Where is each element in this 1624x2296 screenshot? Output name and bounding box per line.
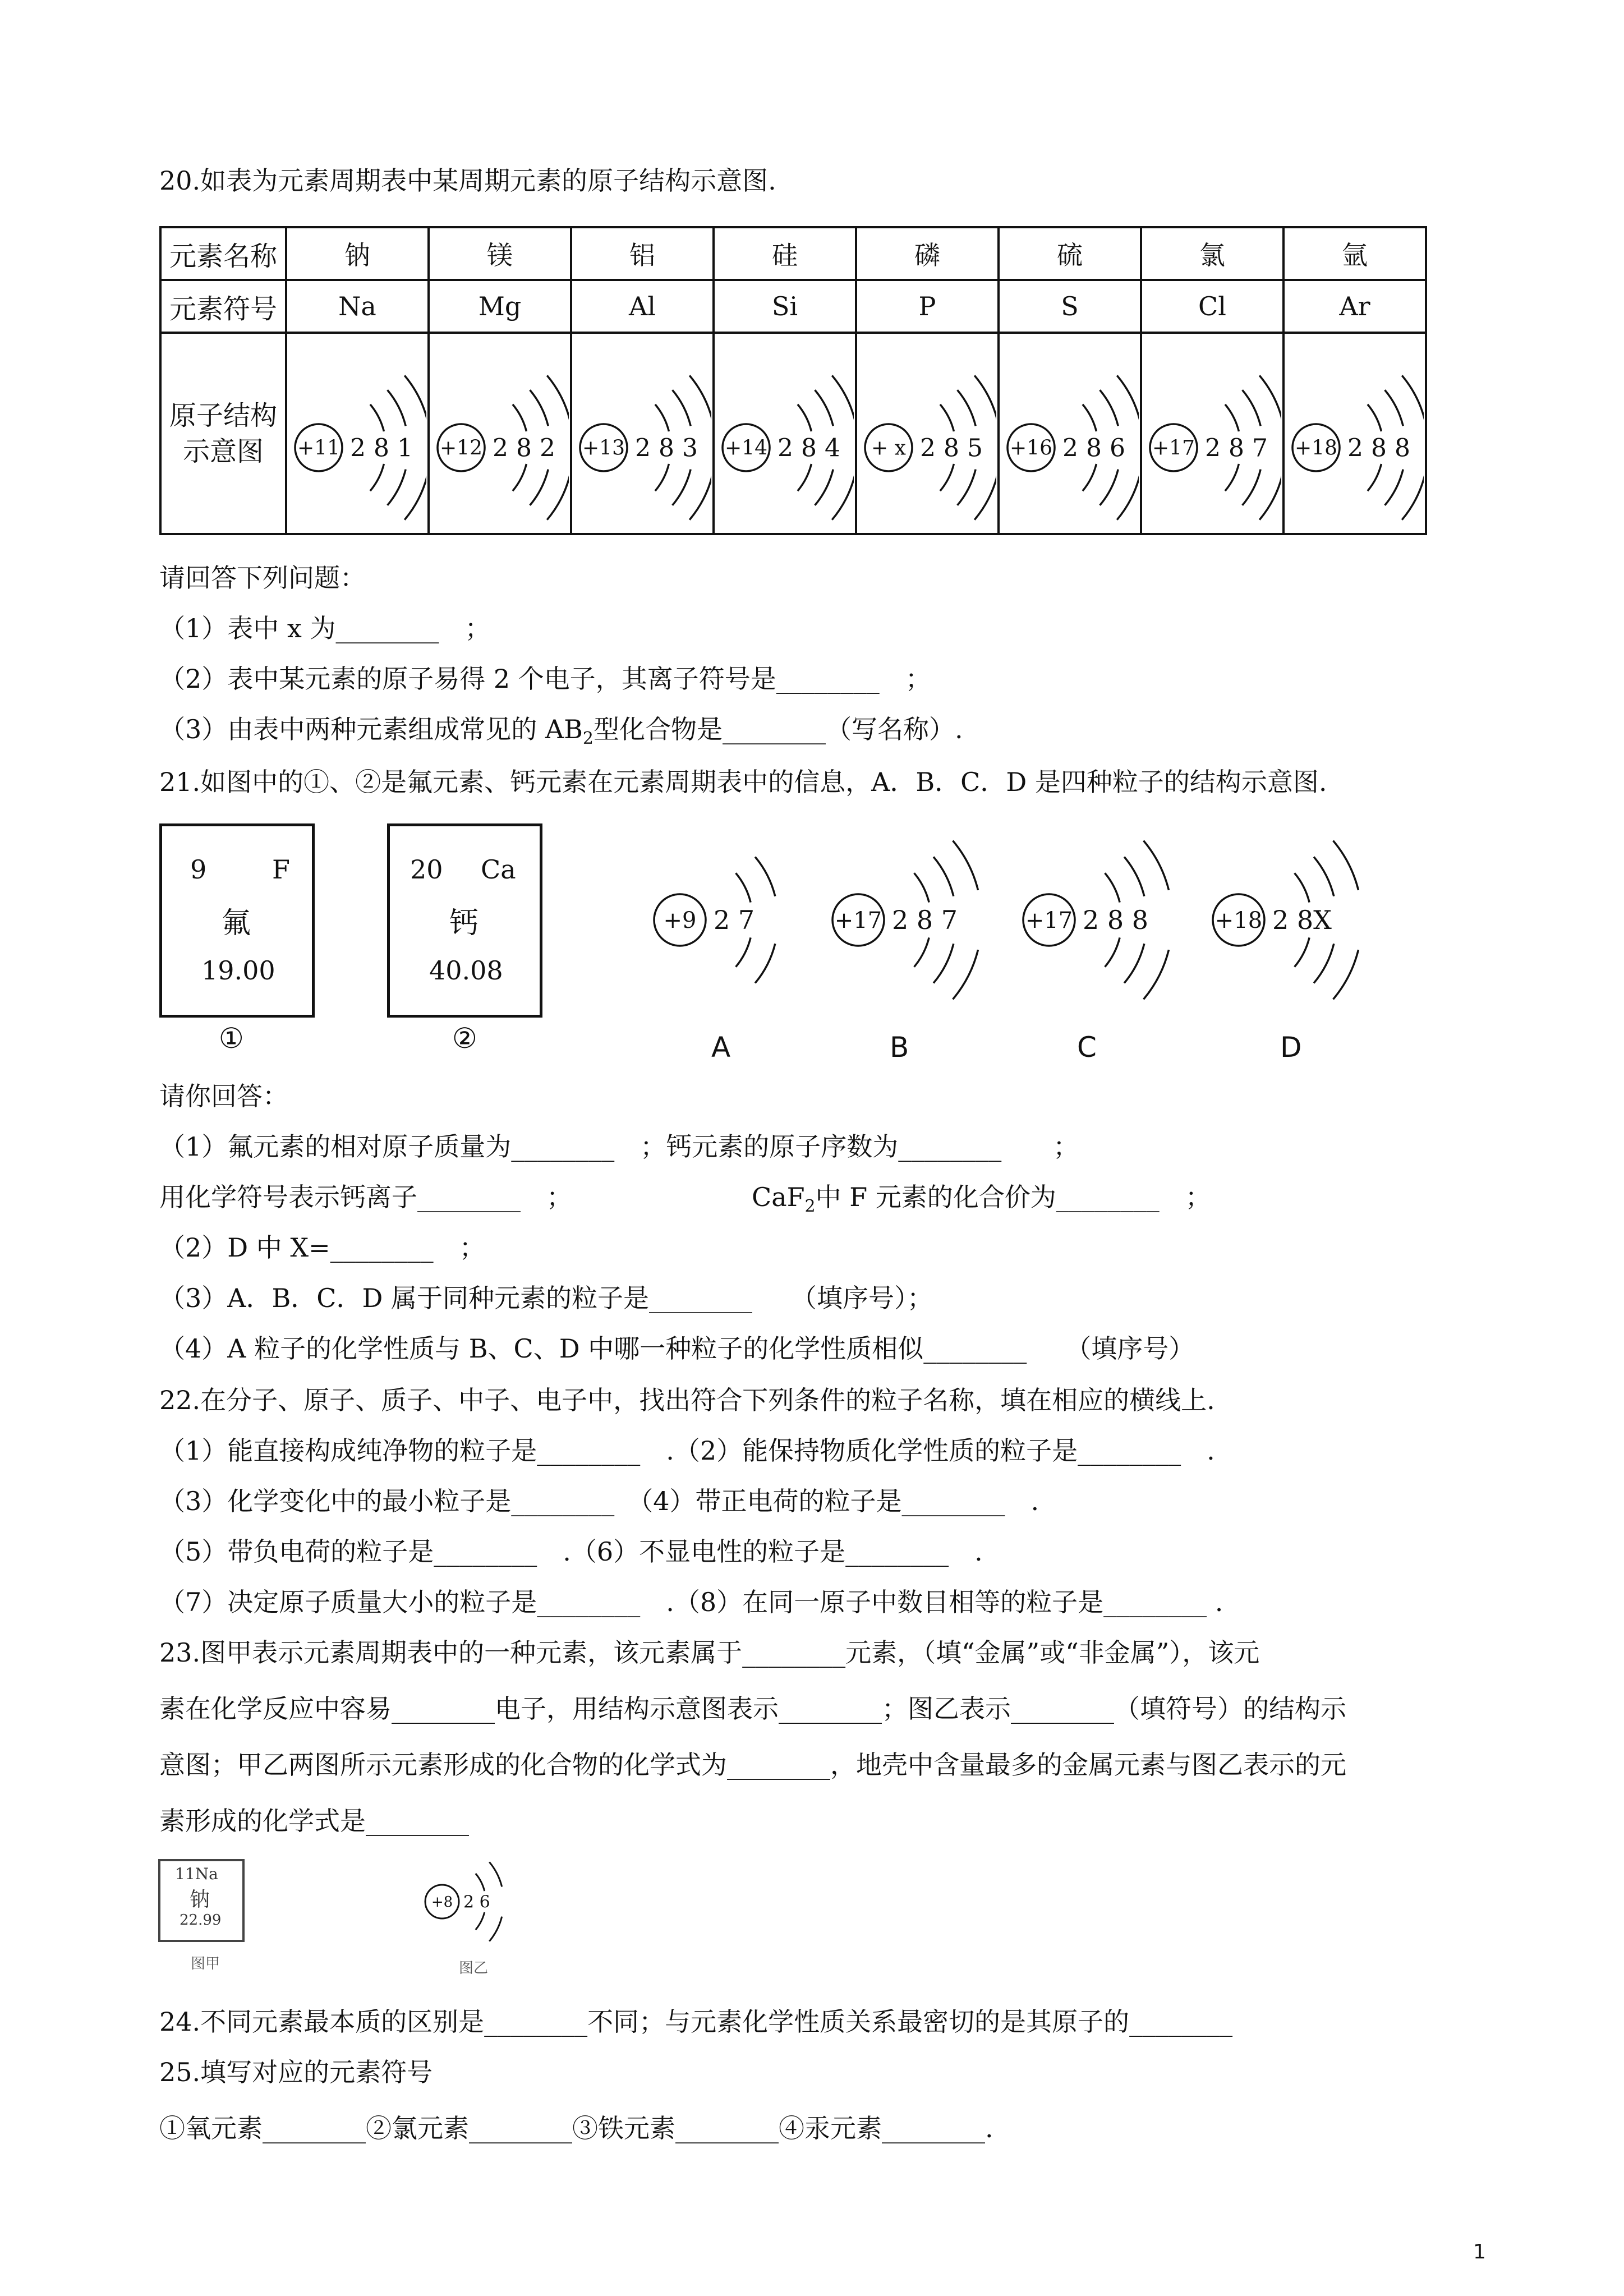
q21-line1: （1）氟元素的相对原子质量为________ ；钙元素的原子序数为________ ；: [159, 1131, 1079, 1162]
nucleus-charge: +18: [1295, 436, 1337, 460]
symbol-cell: S: [999, 280, 1141, 333]
electron-counts: 2 8 7: [1205, 433, 1268, 462]
name-cell: 硅: [714, 227, 856, 280]
shell-arc-upper: [530, 390, 549, 426]
nucleus-charge: +16: [1010, 436, 1052, 460]
shell-arc-upper: [547, 375, 569, 420]
card-atomic-mass: 22.99: [180, 1912, 222, 1929]
atom-structure-diagram: [858, 341, 996, 526]
element-symbol: F: [272, 854, 290, 885]
nucleus-charge: + x: [871, 436, 906, 460]
shell-arc-upper: [513, 404, 527, 431]
shell-arc-upper: [1314, 857, 1334, 896]
shell-arc-upper: [974, 375, 996, 420]
atomic-number: 9: [190, 854, 207, 885]
shell-arc-upper: [388, 390, 406, 426]
q20-sub3-pre: （3）由表中两种元素组成常见的 AB: [159, 714, 583, 744]
particle-label-b: B: [890, 1031, 909, 1064]
symbol-cell: Si: [714, 280, 856, 333]
shell-arc-lower: [1124, 944, 1144, 983]
atom-diagram-cell: [286, 333, 429, 534]
name-cell: 氯: [1141, 227, 1283, 280]
q20-sub3: [159, 712, 963, 756]
shell-arc-lower: [1314, 944, 1334, 983]
atom-diagram-cell: [856, 333, 999, 534]
atom-diagram-cell: [999, 333, 1141, 534]
shell-arc-upper: [1100, 390, 1119, 426]
atomic-number: 20: [410, 854, 443, 885]
q22-line1: （1）能直接构成纯净物的粒子是________ .（2）能保持物质化学性质的粒子是________ .: [159, 1435, 1215, 1466]
subscript-2: 2: [804, 1197, 816, 1217]
particle-label-a: A: [711, 1031, 731, 1064]
shell-arc-lower: [958, 469, 976, 505]
shell-arc-lower: [974, 475, 996, 519]
atom-diagram-cell: [714, 333, 856, 534]
atom-diagram-cell: [571, 333, 714, 534]
shell-arc-lower: [940, 464, 954, 491]
shell-arc-lower: [832, 475, 854, 519]
shell-arc-lower: [530, 469, 549, 505]
q22-title: 22.在分子、原子、质子、中子、电子中，找出符合下列条件的粒子名称，填在相应的横线上.: [159, 1385, 1215, 1415]
name-cell: 硫: [999, 227, 1141, 280]
q23-line1: 23.图甲表示元素周期表中的一种元素，该元素属于________元素，（填“金属”或“非金属”），该元: [159, 1637, 1260, 1668]
electron-counts: 2 8 4: [778, 433, 840, 462]
atom-diagram-cell: [1141, 333, 1283, 534]
shell-arc-lower: [755, 944, 775, 983]
row-header-diagram: 原子结构 示意图: [160, 333, 286, 534]
shell-arc-upper: [1402, 375, 1424, 420]
shell-arc-upper: [736, 873, 751, 902]
q20-sub2: （2）表中某元素的原子易得 2 个电子，其离子符号是________ ；: [159, 664, 931, 694]
card-element-name: 钠: [190, 1888, 210, 1911]
shell-arc-upper: [953, 841, 978, 890]
q25-line1: ①氧元素________②氯元素________③铁元素________④汞元素________.: [159, 2113, 993, 2143]
card-label-2: ②: [452, 1022, 477, 1055]
figure-label-yi: 图乙: [459, 1960, 489, 1977]
symbol-cell: Na: [286, 280, 429, 333]
shell-arc-upper: [404, 375, 426, 420]
electron-counts: 2 8 8: [1347, 433, 1410, 462]
shell-arc-lower: [1225, 464, 1239, 491]
shell-arc-upper: [958, 390, 976, 426]
shell-arc-upper: [1225, 404, 1239, 431]
shell-arc-lower: [476, 1912, 485, 1930]
shell-arc-lower: [1259, 475, 1281, 519]
symbol-cell: Al: [571, 280, 714, 333]
shell-arc-lower: [1144, 950, 1169, 999]
sodium-card: [158, 1859, 245, 1942]
shell-arc-upper: [476, 1874, 485, 1891]
shell-arc-upper: [1243, 390, 1261, 426]
shell-arc-upper: [815, 390, 834, 426]
shell-arc-lower: [1083, 464, 1097, 491]
shell-arc-upper: [655, 404, 669, 431]
shell-arc-lower: [933, 944, 954, 983]
shell-arc-upper: [1259, 375, 1281, 420]
shell-arc-upper: [1385, 390, 1404, 426]
row-header-name: 元素名称: [160, 227, 286, 280]
subscript-2: 2: [582, 729, 594, 749]
q21-line2b-post: 中 F 元素的化合价为________ ；: [815, 1182, 1211, 1212]
shell-arc-lower: [547, 475, 569, 519]
shell-arc-lower: [1117, 475, 1139, 519]
shell-arc-upper: [755, 857, 775, 896]
shell-arc-lower: [815, 469, 834, 505]
shell-arc-lower: [370, 464, 384, 491]
shell-arc-upper: [1368, 404, 1382, 431]
shell-arc-lower: [655, 464, 669, 491]
q20-sub1: （1）表中 x 为________ ；: [159, 613, 491, 643]
q21-line2a: 用化学符号表示钙离子________ ；: [159, 1182, 572, 1212]
atom-structure-diagram: [716, 341, 854, 526]
atomic-mass: 40.08: [429, 955, 503, 986]
q23-line2: 素在化学反应中容易________电子，用结构示意图表示________；图乙表示________（填符号）的结构示: [159, 1694, 1346, 1724]
q21-line2b: [752, 1180, 1211, 1223]
shell-arc-lower: [798, 464, 812, 491]
shell-arc-lower: [1243, 469, 1261, 505]
atom-structure-diagram: [1143, 341, 1281, 526]
name-cell: 磷: [856, 227, 999, 280]
nucleus-charge: +18: [1214, 908, 1263, 933]
symbol-cell: P: [856, 280, 999, 333]
nucleus-charge: +11: [297, 436, 340, 460]
q21-line5: （4）A 粒子的化学性质与 B、C、D 中哪一种粒子的化学性质相似________ （填序号）: [159, 1333, 1195, 1364]
nucleus-charge: +9: [663, 908, 697, 933]
atom-structure-diagram: [288, 341, 426, 526]
nucleus-charge: +14: [725, 436, 767, 460]
nucleus-charge: +12: [440, 436, 482, 460]
shell-arc-lower: [513, 464, 527, 491]
atom-structure-diagram: [573, 341, 711, 526]
shell-arc-lower: [673, 469, 691, 505]
shell-arc-lower: [1402, 475, 1424, 519]
atomic-mass: 19.00: [201, 955, 275, 986]
shell-arc-lower: [388, 469, 406, 505]
shell-arc-lower: [736, 937, 751, 967]
page-number: 1: [1473, 2240, 1486, 2263]
shell-arc-upper: [1295, 873, 1310, 902]
atom-diagram-cell: [429, 333, 571, 534]
shell-arc-upper: [1117, 375, 1139, 420]
card-label-1: ①: [219, 1022, 244, 1055]
name-cell: 钠: [286, 227, 429, 280]
atom-structure-diagram: [1286, 341, 1424, 526]
q21-line4: （3）A．B．C．D 属于同种元素的粒子是________ （填序号）；: [159, 1283, 933, 1313]
q22-line4: （7）决定原子质量大小的粒子是________ .（8）在同一原子中数目相等的粒子是________ .: [159, 1587, 1223, 1617]
shell-arc-upper: [1144, 841, 1169, 890]
electron-counts: 2 6: [463, 1892, 490, 1912]
row-header-symbol: 元素符号: [160, 280, 286, 333]
shell-arc-upper: [1083, 404, 1097, 431]
electron-counts: 2 8 2: [493, 433, 555, 462]
nucleus-charge: +17: [834, 908, 882, 933]
electron-counts: 2 8 8: [1083, 905, 1149, 936]
atom-structure-diagram: [1001, 341, 1139, 526]
shell-arc-lower: [489, 1917, 502, 1941]
calcium-card: [387, 823, 542, 1018]
electron-counts: 2 8 7: [892, 905, 958, 936]
fluorine-card: [159, 823, 315, 1018]
q22-line2: （3）化学变化中的最小粒子是________ （4）带正电荷的粒子是________ .: [159, 1486, 1039, 1516]
electron-counts: 2 8 5: [920, 433, 983, 462]
shell-arc-upper: [933, 857, 954, 896]
shell-arc-upper: [489, 1862, 502, 1887]
shell-arc-lower: [404, 475, 426, 519]
shell-arc-upper: [370, 404, 384, 431]
shell-arc-upper: [1333, 841, 1359, 890]
symbol-cell: Ar: [1283, 280, 1426, 333]
atom-structure-diagram: [431, 341, 569, 526]
shell-arc-upper: [673, 390, 691, 426]
symbol-cell: Cl: [1141, 280, 1283, 333]
name-cell: 镁: [429, 227, 571, 280]
shell-arc-lower: [1333, 950, 1359, 999]
shell-arc-upper: [1124, 857, 1144, 896]
particle-a-diagram: [645, 826, 802, 1011]
shell-arc-lower: [914, 937, 930, 967]
name-cell: 铝: [571, 227, 714, 280]
shell-arc-lower: [1368, 464, 1382, 491]
q20-sub3-post: 型化合物是________（写名称）.: [594, 714, 963, 744]
electron-counts: 2 8 1: [350, 433, 413, 462]
shell-arc-upper: [940, 404, 954, 431]
figure-label-jia: 图甲: [191, 1955, 220, 1972]
particle-label-c: C: [1077, 1031, 1097, 1064]
shell-arc-upper: [832, 375, 854, 420]
q21-line2b-pre: CaF: [752, 1182, 805, 1212]
particle-b-diagram: [823, 826, 992, 1011]
shell-arc-upper: [914, 873, 930, 902]
shell-arc-lower: [1100, 469, 1119, 505]
shell-arc-upper: [1105, 873, 1120, 902]
card-number-symbol: 11Na: [175, 1865, 218, 1883]
electron-counts: 2 8X: [1272, 905, 1332, 936]
q24-line1: 24.不同元素最本质的区别是________不同；与元素化学性质关系最密切的是其原子的________: [159, 2007, 1233, 2037]
name-cell: 氩: [1283, 227, 1426, 280]
q20-title: 20.如表为元素周期表中某周期元素的原子结构示意图.: [159, 165, 776, 196]
electron-counts: 2 7: [714, 905, 755, 936]
atom-diagram-cell: [1283, 333, 1426, 534]
nucleus-charge: +13: [582, 436, 625, 460]
nucleus-charge: +17: [1152, 436, 1195, 460]
shell-arc-lower: [1385, 469, 1404, 505]
q23-line3: 意图；甲乙两图所示元素形成的化合物的化学式为________，地壳中含量最多的金属元素与图乙表示的元: [159, 1750, 1346, 1780]
element-name: 氟: [222, 907, 251, 940]
nucleus-charge: +17: [1025, 908, 1073, 933]
q25-title: 25.填写对应的元素符号: [159, 2057, 433, 2087]
oxygen-ion-diagram: [415, 1846, 527, 1958]
particle-d-diagram: [1204, 826, 1372, 1011]
element-table: [159, 226, 1427, 535]
shell-arc-upper: [689, 375, 711, 420]
q22-line3: （5）带负电荷的粒子是________ .（6）不显电性的粒子是________ .: [159, 1536, 983, 1567]
electron-counts: 2 8 3: [635, 433, 698, 462]
q23-line4: 素形成的化学式是________: [159, 1806, 469, 1836]
shell-arc-lower: [953, 950, 978, 999]
shell-arc-lower: [1295, 937, 1310, 967]
shell-arc-lower: [1105, 937, 1120, 967]
q21-title: 21.如图中的①、②是氟元素、钙元素在元素周期表中的信息，A．B．C．D 是四种粒子的结构示意图.: [159, 767, 1327, 797]
nucleus-charge: +8: [431, 1894, 453, 1911]
particle-c-diagram: [1014, 826, 1183, 1011]
shell-arc-upper: [798, 404, 812, 431]
q21-line3: （2）D 中 X=________ ；: [159, 1232, 485, 1263]
element-symbol: Ca: [481, 854, 516, 885]
element-name: 钙: [449, 907, 479, 940]
symbol-cell: Mg: [429, 280, 571, 333]
q20-prompt: 请回答下列问题：: [159, 563, 366, 593]
shell-arc-lower: [689, 475, 711, 519]
electron-counts: 2 8 6: [1062, 433, 1125, 462]
q21-prompt: 请你回答：: [159, 1081, 288, 1111]
particle-label-d: D: [1280, 1031, 1302, 1064]
